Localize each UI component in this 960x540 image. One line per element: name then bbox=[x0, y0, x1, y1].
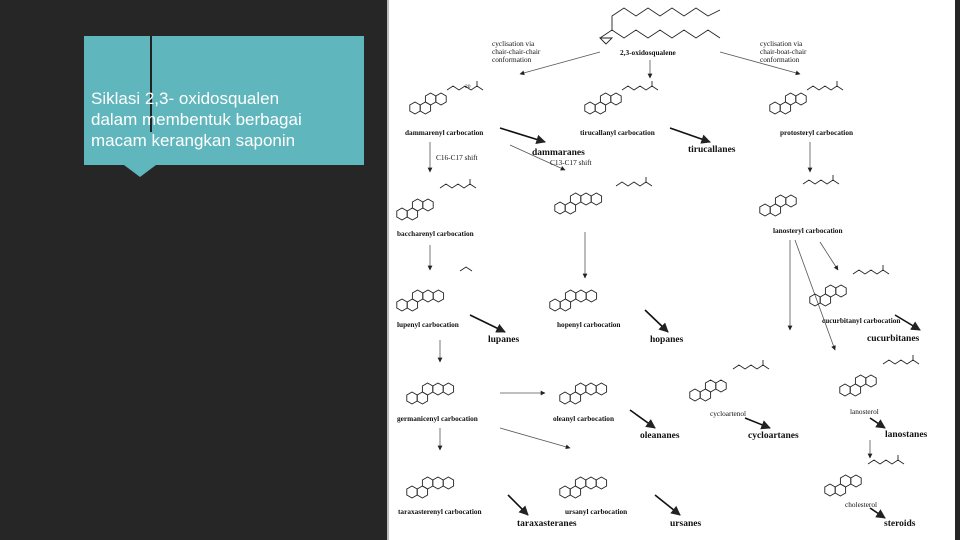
ursanes-label: ursanes bbox=[670, 519, 702, 529]
lupanes-label: lupanes bbox=[488, 335, 520, 345]
dammarenyl-structure bbox=[410, 81, 483, 114]
protosteryl-structure bbox=[770, 81, 843, 114]
arrow-to-ursanyl bbox=[500, 428, 570, 448]
taraxasterenyl-label: taraxasterenyl carbocation bbox=[398, 507, 482, 516]
germanicenyl-structure bbox=[407, 383, 454, 404]
arrow-to-hopanes bbox=[645, 310, 668, 332]
arrow-to-oleananes bbox=[630, 410, 655, 428]
cholesterol-label: cholesterol bbox=[845, 500, 878, 509]
right-route-3: conformation bbox=[760, 55, 800, 64]
arrow-to-steroids bbox=[870, 508, 885, 518]
arrow-to-cucurbitanyl bbox=[820, 242, 838, 270]
tirucallanyl-structure bbox=[585, 81, 658, 114]
cucurbitanyl-structure bbox=[810, 265, 889, 306]
taraxasteranes-label: taraxasteranes bbox=[517, 519, 577, 529]
oxidosqualene-label: 2,3-oxidosqualene bbox=[620, 48, 676, 57]
oleanyl-structure bbox=[560, 383, 607, 404]
dammaranes-label: dammaranes bbox=[532, 148, 585, 158]
arrow-to-lupanes bbox=[470, 315, 505, 332]
callout-text bbox=[91, 88, 363, 151]
ursanyl-label: ursanyl carbocation bbox=[565, 507, 628, 516]
arrow-to-dammaranes bbox=[500, 128, 545, 142]
arrow-to-tirucallanes bbox=[670, 128, 710, 142]
lupenyl-label: lupenyl carbocation bbox=[397, 320, 459, 329]
oxidosqualene-structure bbox=[600, 8, 720, 44]
taraxasterenyl-structure bbox=[407, 477, 454, 498]
lanosteryl-label: lanosteryl carbocation bbox=[773, 226, 843, 235]
hopanes-label: hopanes bbox=[650, 335, 684, 345]
cycloartenol-label: cycloartenol bbox=[710, 409, 747, 418]
arrow-to-ursanes bbox=[655, 495, 680, 515]
oleanyl-label: oleanyl carbocation bbox=[553, 414, 615, 423]
left-route-2: chair-chair-chair bbox=[492, 47, 541, 56]
arrow-to-cycloartanes bbox=[745, 418, 770, 428]
cholesterol-structure bbox=[825, 455, 904, 496]
lanostanes-label: lanostanes bbox=[885, 430, 928, 440]
protosteryl-label: protosteryl carbocation bbox=[780, 128, 854, 137]
right-route-2: chair-boat-chair bbox=[760, 47, 807, 56]
right-route-1: cyclisation via bbox=[760, 39, 803, 48]
baccharenyl-label: baccharenyl carbocation bbox=[397, 229, 474, 238]
hopenyl-label: hopenyl carbocation bbox=[557, 320, 621, 329]
oleananes-label: oleananes bbox=[640, 431, 680, 441]
lanosterol-label: lanosterol bbox=[850, 407, 879, 416]
germanicenyl-label: germanicenyl carbocation bbox=[397, 414, 478, 423]
cucurbitanyl-label: cucurbitanyl carbocation bbox=[822, 316, 901, 325]
baccharenyl-structure bbox=[397, 179, 476, 220]
lanosterol-structure bbox=[840, 355, 919, 396]
callout-line-2: dalam membentuk berbagai bbox=[91, 110, 302, 129]
left-route-1: cyclisation via bbox=[492, 39, 535, 48]
tirucallanyl-label: tirucallanyl carbocation bbox=[580, 128, 655, 137]
arrow-to-lanostanes bbox=[870, 418, 885, 428]
tirucallanes-label: tirucallanes bbox=[688, 145, 736, 155]
hopenyl-structure bbox=[550, 290, 597, 311]
shift2-label: C13-C17 shift bbox=[550, 158, 592, 167]
lupenyl-structure bbox=[397, 267, 472, 311]
biosynthesis-diagram bbox=[389, 0, 955, 540]
arrow-to-taraxasteranes bbox=[508, 495, 528, 515]
ursanyl-structure bbox=[560, 477, 607, 498]
dammarenyl-label: dammarenyl carbocation bbox=[405, 128, 484, 137]
callout-line-1: Siklasi 2,3- oxidosqualen bbox=[91, 89, 280, 108]
callout-line-3: macam kerangkan saponin bbox=[91, 131, 296, 150]
biosynthesis-figure bbox=[389, 0, 955, 540]
shift1-label: C16-C17 shift bbox=[436, 153, 478, 162]
lanosteryl-structure bbox=[760, 175, 839, 216]
callout-pointer bbox=[124, 165, 156, 177]
cycloartanes-label: cycloartanes bbox=[748, 431, 799, 441]
hopenyl-precursor-structure bbox=[555, 177, 652, 214]
cucurbitanes-label: cucurbitanes bbox=[867, 334, 920, 344]
steroids-label: steroids bbox=[884, 519, 916, 529]
left-route-3: conformation bbox=[492, 55, 532, 64]
atom-number: 20 bbox=[465, 84, 471, 90]
cycloartenol-structure bbox=[690, 360, 769, 401]
